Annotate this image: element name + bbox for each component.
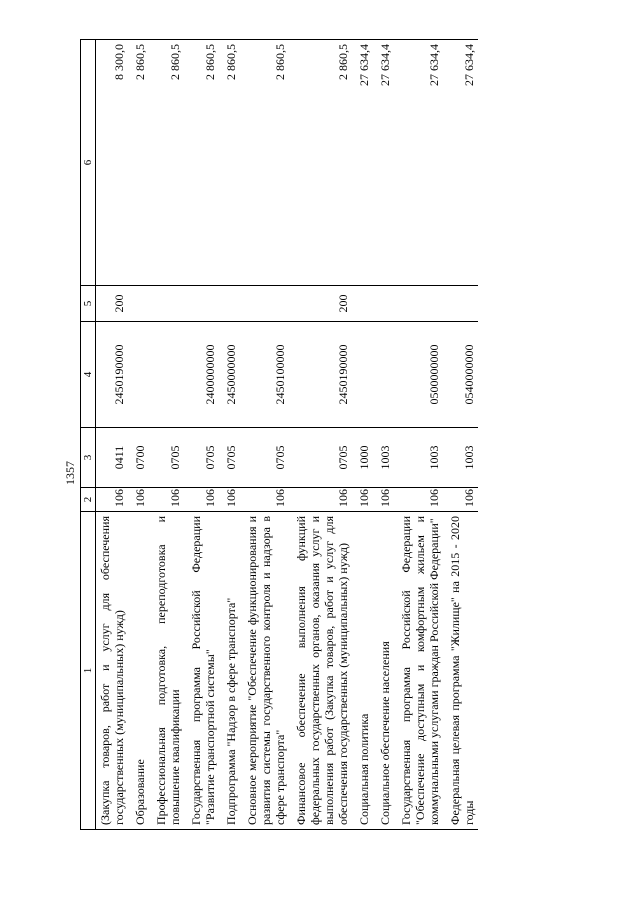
row-section: 0411: [96, 428, 129, 488]
table-row: [149, 40, 184, 830]
row-target: [352, 322, 373, 428]
row-code: 106: [128, 488, 149, 512]
row-target: 0500000000: [394, 322, 443, 428]
row-section: 1003: [394, 428, 443, 488]
rotated-page: [70, 44, 590, 842]
row-expense-type: [149, 286, 184, 322]
row-amount: 2 860,5: [289, 40, 352, 286]
column-header: 4: [81, 322, 96, 428]
row-code: 106: [373, 488, 394, 512]
row-target: 2450000000: [219, 322, 240, 428]
row-expense-type: [373, 286, 394, 322]
row-section: 0705: [289, 428, 352, 488]
row-expense-type: [352, 286, 373, 322]
row-name: Социальное обеспечение населения: [373, 512, 394, 830]
row-section: 1000: [352, 428, 373, 488]
row-amount: 2 860,5: [219, 40, 240, 286]
table-row: [240, 40, 289, 830]
row-section: 1003: [443, 428, 478, 488]
row-section: 0705: [149, 428, 184, 488]
row-expense-type: [240, 286, 289, 322]
row-name: Образование: [128, 512, 149, 830]
row-amount: 8 300,0: [96, 40, 129, 286]
row-expense-type: 200: [289, 286, 352, 322]
column-header: 3: [81, 428, 96, 488]
budget-table: [80, 39, 478, 830]
row-target: [128, 322, 149, 428]
page-number: 1357: [63, 461, 77, 485]
row-section: 0705: [240, 428, 289, 488]
column-header: 1: [81, 512, 96, 830]
row-section: 0705: [219, 428, 240, 488]
row-name: Федеральная целевая программа "Жилище" на 2015 - 2020 годы: [443, 512, 478, 830]
table-row: [373, 40, 394, 830]
row-section: 0700: [128, 428, 149, 488]
row-name: Государственная программа Российской Федерации "Обеспечение доступным и комфортным жильем и коммунальными услугами граждан Российской Федерации": [394, 512, 443, 830]
row-code: 106: [352, 488, 373, 512]
row-name: Основное мероприятие "Обеспечение функционирования и развития системы государственного контроля и надзора в сфере транспорта": [240, 512, 289, 830]
table-row: [289, 40, 352, 830]
row-name: Социальная политика: [352, 512, 373, 830]
row-target: 2450190000: [96, 322, 129, 428]
row-name: Финансовое обеспечение выполнения функций федеральных государственных органов, оказания услуг и выполнения работ (Закупка товаров, работ и услуг для обеспечения государственных (муниципальных) нужд): [289, 512, 352, 830]
row-target: 2450190000: [289, 322, 352, 428]
row-target: [149, 322, 184, 428]
table-row: [96, 40, 129, 830]
row-name: (Закупка товаров, работ и услуг для обеспечения государственных (муниципальных) нужд): [96, 512, 129, 830]
row-amount: 27 634,4: [443, 40, 478, 286]
row-name: Государственная программа Российской Федерации "Развитие транспортной системы": [184, 512, 219, 830]
row-section: 1003: [373, 428, 394, 488]
row-expense-type: [219, 286, 240, 322]
row-amount: 2 860,5: [184, 40, 219, 286]
row-code: 106: [96, 488, 129, 512]
row-code: 106: [289, 488, 352, 512]
table-row: [443, 40, 478, 830]
row-expense-type: [443, 286, 478, 322]
row-amount: 27 634,4: [394, 40, 443, 286]
row-expense-type: [394, 286, 443, 322]
row-target: 2450100000: [240, 322, 289, 428]
row-code: 106: [240, 488, 289, 512]
row-name: Профессиональная подготовка, переподготовка и повышение квалификации: [149, 512, 184, 830]
row-target: 2400000000: [184, 322, 219, 428]
column-header: 6: [81, 40, 96, 286]
row-code: 106: [184, 488, 219, 512]
table-row: [184, 40, 219, 830]
row-amount: 2 860,5: [240, 40, 289, 286]
row-code: 106: [443, 488, 478, 512]
table-row: [352, 40, 373, 830]
row-section: 0705: [184, 428, 219, 488]
row-name: Подпрограмма "Надзор в сфере транспорта": [219, 512, 240, 830]
column-header: 5: [81, 286, 96, 322]
row-target: 0540000000: [443, 322, 478, 428]
table-row: [394, 40, 443, 830]
row-amount: 27 634,4: [352, 40, 373, 286]
row-amount: 2 860,5: [149, 40, 184, 286]
row-target: [373, 322, 394, 428]
row-amount: 27 634,4: [373, 40, 394, 286]
row-code: 106: [219, 488, 240, 512]
row-code: 106: [394, 488, 443, 512]
table-row: [219, 40, 240, 830]
row-expense-type: 200: [96, 286, 129, 322]
row-expense-type: [184, 286, 219, 322]
column-header: 2: [81, 488, 96, 512]
row-code: 106: [149, 488, 184, 512]
row-amount: 2 860,5: [128, 40, 149, 286]
header-row: [81, 40, 96, 830]
table-row: [128, 40, 149, 830]
row-expense-type: [128, 286, 149, 322]
